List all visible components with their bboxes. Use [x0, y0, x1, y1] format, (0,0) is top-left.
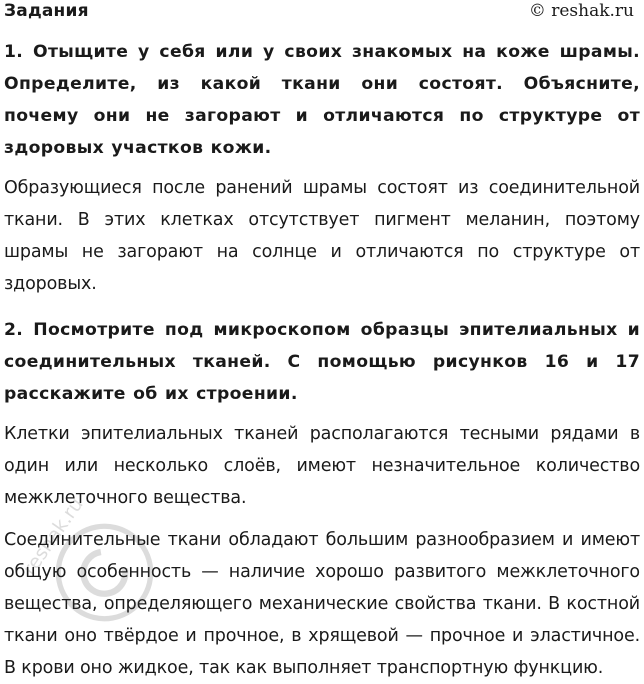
watermark-text: resnak.ru	[18, 493, 88, 580]
task-1-answer: Образующиеся после ранений шрамы состоят из соединительной ткани. В этих клетках отсутствует пигмент меланин, поэтому шрамы не загорают на солнце и отличаются по структуре от здоровых.	[4, 178, 640, 294]
task-2-answer-2: Соединительные ткани обладают большим разнообразием и имеют общую особенность — наличие хорошо развитого межклеточного вещества, определяющего механические свойства ткани. В костной ткани оно твёрдое и прочное, в хрящевой — прочное и эластичное. В крови оно жидкое, так как выполняет транспортную функцию.	[4, 530, 640, 678]
task-2-question: 2. Посмотрите под микроскопом образцы эпителиальных и соединительных тканей. С помощью рисунков 16 и 17 расскажите об их строении.	[4, 320, 640, 404]
task-2-answer-1: Клетки эпителиальных тканей располагаются тесными рядами в один или несколько слоёв, имеют незначительное количество межклеточного вещества.	[4, 424, 640, 508]
task-1-question: 1. Отыщите у себя или у своих знакомых на коже шрамы. Определите, из какой ткани они состоят. Объясните, почему они не загорают и отличаются по структуре от здоровых участков кожи.	[4, 42, 640, 158]
page-title: Задания	[4, 1, 89, 21]
site-credit: © reshak.ru	[528, 1, 634, 21]
page-header	[4, 0, 640, 26]
